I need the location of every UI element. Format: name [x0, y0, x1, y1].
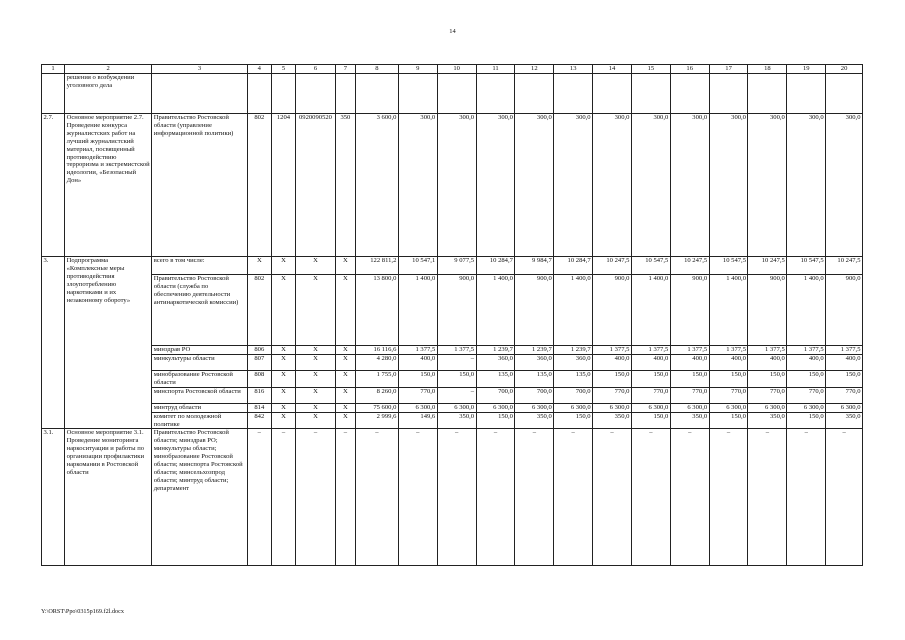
header-cell: 18	[748, 65, 787, 74]
value-cell: –	[476, 429, 515, 566]
value-cell: 400,0	[787, 354, 826, 370]
value-cell: 150,0	[748, 370, 787, 387]
value-cell: 150,0	[398, 370, 437, 387]
value-cell: –	[670, 429, 709, 566]
value-cell: 10 547,5	[631, 257, 670, 275]
executor-cell: всего в том числе:	[152, 257, 248, 275]
value-cell: 1 400,0	[709, 275, 748, 346]
value-cell: 300,0	[709, 114, 748, 257]
value-cell: 150,0	[709, 370, 748, 387]
value-cell: 770,0	[787, 387, 826, 403]
page-number: 14	[449, 28, 456, 35]
rzpr-cell: X	[271, 412, 295, 429]
table-row	[42, 346, 863, 355]
csr-cell: X	[296, 354, 336, 370]
executor-cell: Правительство Ростовской области (управление информационной политики)	[152, 114, 248, 257]
vr-cell: X	[335, 412, 355, 429]
table-row	[42, 275, 863, 346]
value-cell: 150,0	[593, 370, 632, 387]
value-cell: 150,0	[476, 412, 515, 429]
grbs-cell: –	[247, 429, 271, 566]
value-cell: 1 377,5	[631, 346, 670, 355]
grbs-cell: 806	[247, 346, 271, 355]
num-cell: 3.1.	[42, 429, 65, 566]
header-cell: 20	[826, 65, 863, 74]
header-cell: 19	[787, 65, 826, 74]
value-cell: 6 300,0	[515, 403, 554, 412]
value-cell: 1 377,5	[709, 346, 748, 355]
value-cell: 350,0	[593, 412, 632, 429]
csr-cell: X	[296, 403, 336, 412]
table-row	[42, 257, 863, 275]
num-cell: 2.7.	[42, 114, 65, 257]
name-cell: Подпрограмма «Комплексные меры противодействия злоупотреблению наркотиками и их незаконному обороту»	[65, 257, 152, 429]
executor-cell: минтруд области	[152, 403, 248, 412]
num-cell	[42, 74, 65, 114]
value-cell: 150,0	[787, 370, 826, 387]
header-cell: 12	[515, 65, 554, 74]
value-cell: –	[515, 429, 554, 566]
value-cell: –	[748, 429, 787, 566]
value-cell: 150,0	[631, 370, 670, 387]
value-cell: 13 800,0	[355, 275, 398, 346]
value-cell: 150,0	[554, 412, 593, 429]
rzpr-cell: 1204	[271, 114, 295, 257]
value-cell: 1 239,7	[554, 346, 593, 355]
vr-cell: X	[335, 346, 355, 355]
vr-cell: –	[335, 429, 355, 566]
vr-cell: X	[335, 257, 355, 275]
value-cell: 1 400,0	[554, 275, 593, 346]
csr-cell: X	[296, 387, 336, 403]
value-cell: 150,0	[437, 370, 476, 387]
value-cell: 6 300,0	[476, 403, 515, 412]
vr-cell: X	[335, 403, 355, 412]
value-cell: 300,0	[593, 114, 632, 257]
value-cell: 6 300,0	[631, 403, 670, 412]
header-row	[42, 65, 863, 74]
header-cell: 7	[335, 65, 355, 74]
value-cell: 400,0	[631, 354, 670, 370]
value-cell: 350,0	[515, 412, 554, 429]
budget-table	[41, 64, 863, 566]
value-cell: 1 400,0	[787, 275, 826, 346]
value-cell: 900,0	[826, 275, 863, 346]
value-cell: 770,0	[709, 387, 748, 403]
value-cell: 300,0	[437, 114, 476, 257]
header-cell: 5	[271, 65, 295, 74]
value-cell: 1 377,5	[787, 346, 826, 355]
value-cell: 135,0	[476, 370, 515, 387]
value-cell: 900,0	[748, 275, 787, 346]
rzpr-cell: X	[271, 257, 295, 275]
grbs-cell: 816	[247, 387, 271, 403]
value-cell: 700,0	[554, 387, 593, 403]
value-cell: 1 755,0	[355, 370, 398, 387]
value-cell: 900,0	[593, 275, 632, 346]
value-cell: 770,0	[748, 387, 787, 403]
rzpr-cell: X	[271, 370, 295, 387]
value-cell: 6 300,0	[593, 403, 632, 412]
grbs-cell: 814	[247, 403, 271, 412]
vr-cell: X	[335, 354, 355, 370]
header-cell: 16	[670, 65, 709, 74]
value-cell: 1 377,5	[437, 346, 476, 355]
value-cell: 135,0	[554, 370, 593, 387]
value-cell: 300,0	[476, 114, 515, 257]
header-cell: 10	[437, 65, 476, 74]
value-cell: 9 984,7	[515, 257, 554, 275]
header-cell: 14	[593, 65, 632, 74]
value-cell: 3 600,0	[355, 114, 398, 257]
value-cell: 10 247,5	[670, 257, 709, 275]
header-cell: 3	[152, 65, 248, 74]
header-cell: 2	[65, 65, 152, 74]
value-cell: 770,0	[670, 387, 709, 403]
value-cell: 135,0	[515, 370, 554, 387]
value-cell: –	[631, 429, 670, 566]
value-cell: –	[787, 429, 826, 566]
grbs-cell: 802	[247, 114, 271, 257]
value-cell: 2 999,6	[355, 412, 398, 429]
value-cell: 10 547,5	[709, 257, 748, 275]
value-cell: 700,0	[476, 387, 515, 403]
value-cell: 700,0	[515, 387, 554, 403]
value-cell: 6 300,0	[826, 403, 863, 412]
table-row	[42, 370, 863, 387]
value-cell: 1 377,5	[748, 346, 787, 355]
value-cell: 6 300,0	[437, 403, 476, 412]
value-cell: 1 400,0	[476, 275, 515, 346]
executor-cell: Правительство Ростовской области (служба по обеспечению деятельности антинаркотической комиссии)	[152, 275, 248, 346]
value-cell: 6 300,0	[670, 403, 709, 412]
value-cell: 150,0	[670, 370, 709, 387]
rzpr-cell: –	[271, 429, 295, 566]
value-cell: 770,0	[593, 387, 632, 403]
executor-cell: минобразование Ростовской области	[152, 370, 248, 387]
grbs-cell: 802	[247, 275, 271, 346]
value-cell: 900,0	[515, 275, 554, 346]
value-cell: 300,0	[670, 114, 709, 257]
value-cell: –	[593, 429, 632, 566]
rzpr-cell: X	[271, 354, 295, 370]
csr-cell: X	[296, 412, 336, 429]
rzpr-cell: X	[271, 387, 295, 403]
csr-cell: –	[296, 429, 336, 566]
table-row	[42, 403, 863, 412]
vr-cell: 350	[335, 114, 355, 257]
value-cell: 300,0	[515, 114, 554, 257]
value-cell: 6 300,0	[709, 403, 748, 412]
grbs-cell: 842	[247, 412, 271, 429]
value-cell: 400,0	[398, 354, 437, 370]
header-cell: 8	[355, 65, 398, 74]
name-cell: Основное мероприятие 2.7. Проведение конкурса журналистских работ на лучший журналистский материал, посвященный противодействию терроризма и экстремистской идеологии, «Безопасный Дон»	[65, 114, 152, 257]
header-cell: 1	[42, 65, 65, 74]
value-cell: 1 377,5	[826, 346, 863, 355]
value-cell: 1 377,5	[593, 346, 632, 355]
executor-cell: минздрав РО	[152, 346, 248, 355]
vr-cell: X	[335, 387, 355, 403]
value-cell: 1 377,5	[670, 346, 709, 355]
value-cell: 6 300,0	[748, 403, 787, 412]
header-cell: 6	[296, 65, 336, 74]
value-cell: 900,0	[437, 275, 476, 346]
csr-cell: X	[296, 257, 336, 275]
csr-cell: X	[296, 346, 336, 355]
vr-cell: X	[335, 370, 355, 387]
value-cell: 10 547,1	[398, 257, 437, 275]
value-cell: 4 280,0	[355, 354, 398, 370]
executor-cell: Правительство Ростовской области; минздрав РО; минкультуры области; минобразование Ростовской области; минспорта Ростовской области; минсельхозпрод области; минтруд области; департамент	[152, 429, 248, 566]
value-cell: 10 247,5	[748, 257, 787, 275]
value-cell: 300,0	[554, 114, 593, 257]
value-cell: 400,0	[709, 354, 748, 370]
value-cell: –	[437, 387, 476, 403]
csr-cell: 0920090520	[296, 114, 336, 257]
table-row	[42, 354, 863, 370]
value-cell: 10 284,7	[476, 257, 515, 275]
rzpr-cell: X	[271, 346, 295, 355]
value-cell: 1 239,7	[476, 346, 515, 355]
value-cell: 350,0	[437, 412, 476, 429]
grbs-cell: X	[247, 257, 271, 275]
value-cell: –	[398, 429, 437, 566]
value-cell: 8 260,0	[355, 387, 398, 403]
value-cell: 360,0	[515, 354, 554, 370]
value-cell: 300,0	[826, 114, 863, 257]
value-cell: –	[355, 429, 398, 566]
rzpr-cell: X	[271, 275, 295, 346]
name-cell: решения о возбуждении уголовного дела	[65, 74, 152, 114]
value-cell: 1 239,7	[515, 346, 554, 355]
csr-cell: X	[296, 275, 336, 346]
executor-cell: минкультуры области	[152, 354, 248, 370]
header-cell: 17	[709, 65, 748, 74]
value-cell: 770,0	[398, 387, 437, 403]
rzpr-cell: X	[271, 403, 295, 412]
value-cell: 1 377,5	[398, 346, 437, 355]
value-cell: 400,0	[670, 354, 709, 370]
value-cell: 770,0	[826, 387, 863, 403]
value-cell: 150,0	[631, 412, 670, 429]
value-cell: 10 247,5	[826, 257, 863, 275]
value-cell: –	[826, 429, 863, 566]
value-cell: 400,0	[593, 354, 632, 370]
value-cell: 300,0	[631, 114, 670, 257]
value-cell: 10 284,7	[554, 257, 593, 275]
value-cell: 150,0	[709, 412, 748, 429]
continuation-row	[42, 74, 863, 114]
value-cell: –	[437, 429, 476, 566]
value-cell: 350,0	[670, 412, 709, 429]
table-row	[42, 429, 863, 566]
value-cell: 360,0	[476, 354, 515, 370]
file-path: Y:\ORST\Ppo\0315p169.f2l.docx	[41, 608, 124, 615]
csr-cell: X	[296, 370, 336, 387]
value-cell: 350,0	[748, 412, 787, 429]
value-cell: 122 811,2	[355, 257, 398, 275]
value-cell: 75 600,0	[355, 403, 398, 412]
value-cell: 149,6	[398, 412, 437, 429]
value-cell: 1 400,0	[398, 275, 437, 346]
value-cell: 300,0	[398, 114, 437, 257]
value-cell: 6 300,0	[554, 403, 593, 412]
header-cell: 11	[476, 65, 515, 74]
header-cell: 9	[398, 65, 437, 74]
table-row	[42, 412, 863, 429]
value-cell: 350,0	[826, 412, 863, 429]
value-cell: –	[437, 354, 476, 370]
table-row	[42, 387, 863, 403]
executor-cell: минспорта Ростовской области	[152, 387, 248, 403]
value-cell: 10 247,5	[593, 257, 632, 275]
grbs-cell: 807	[247, 354, 271, 370]
value-cell: 360,0	[554, 354, 593, 370]
name-cell: Основное мероприятие 3.1. Проведение мониторинга наркоситуации и работы по организации профилактики наркомании в Ростовской области	[65, 429, 152, 566]
value-cell: 6 300,0	[398, 403, 437, 412]
value-cell: 400,0	[826, 354, 863, 370]
value-cell: 400,0	[748, 354, 787, 370]
value-cell: 1 400,0	[631, 275, 670, 346]
value-cell: 16 116,6	[355, 346, 398, 355]
value-cell: 150,0	[826, 370, 863, 387]
header-cell: 13	[554, 65, 593, 74]
value-cell: 150,0	[787, 412, 826, 429]
table-row	[42, 114, 863, 257]
header-cell: 15	[631, 65, 670, 74]
grbs-cell: 808	[247, 370, 271, 387]
value-cell: –	[709, 429, 748, 566]
value-cell: 900,0	[670, 275, 709, 346]
header-cell: 4	[247, 65, 271, 74]
value-cell: 300,0	[787, 114, 826, 257]
value-cell: 300,0	[748, 114, 787, 257]
value-cell: 6 300,0	[787, 403, 826, 412]
value-cell: 10 547,5	[787, 257, 826, 275]
vr-cell: X	[335, 275, 355, 346]
executor-cell: комитет по молодежной политике	[152, 412, 248, 429]
num-cell: 3.	[42, 257, 65, 429]
value-cell: 770,0	[631, 387, 670, 403]
value-cell: 9 077,5	[437, 257, 476, 275]
value-cell: –	[554, 429, 593, 566]
